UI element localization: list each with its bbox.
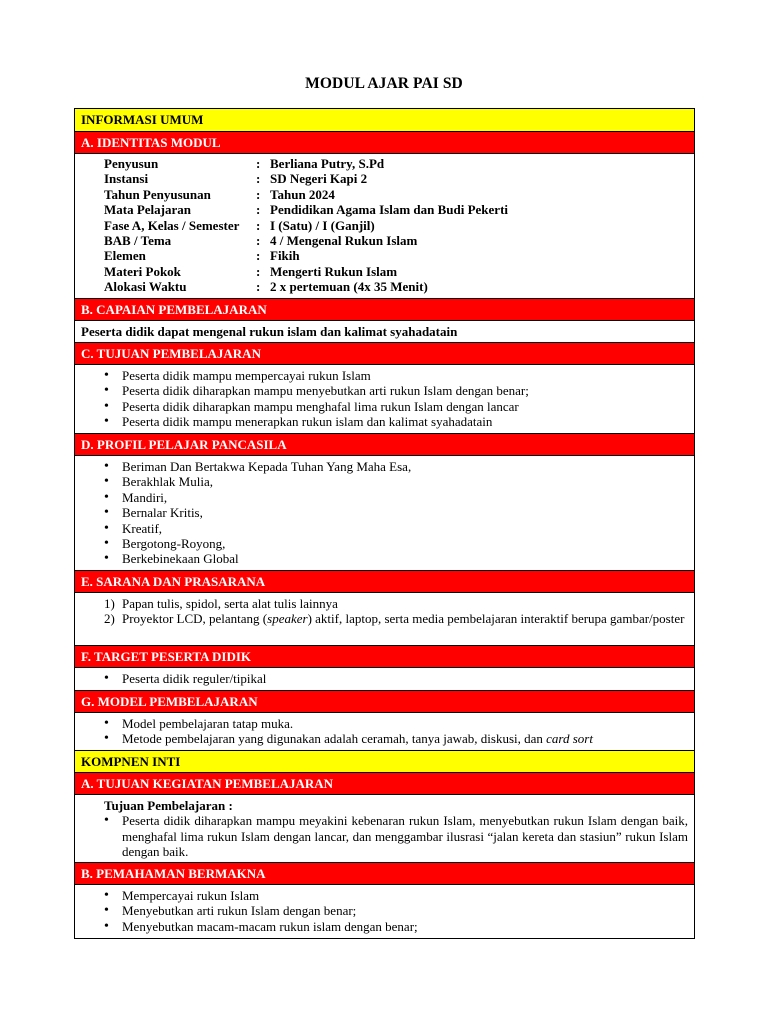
identitas-value: 4 / Mengenal Rukun Islam — [270, 232, 418, 248]
list-item: • Menyebutkan macam-macam rukun islam dengan benar; — [104, 919, 688, 934]
identitas-label: Tahun Penyusunan — [104, 186, 211, 202]
identitas-row — [104, 171, 694, 186]
list-number: 1) — [104, 596, 115, 611]
pemahaman-body — [75, 885, 694, 938]
list-item: • Berkebinekaan Global — [104, 551, 688, 566]
identitas-row — [104, 156, 694, 171]
identitas-label: Elemen — [104, 248, 146, 264]
identitas-value: Fikih — [270, 248, 300, 264]
list-item: • Metode pembelajaran yang digunakan adalah ceramah, tanya jawab, diskusi, dan card sort — [104, 731, 688, 746]
list-item: • Peserta didik mampu menerapkan rukun islam dan kalimat syahadatain — [104, 414, 688, 429]
identitas-value: I (Satu) / I (Ganjil) — [270, 217, 375, 233]
list-item: • Mempercayai rukun Islam — [104, 888, 688, 903]
identitas-value: Tahun 2024 — [270, 186, 335, 202]
pemahaman-list — [75, 885, 694, 937]
tujuan-kegiatan-list — [104, 813, 688, 859]
list-number: 2) — [104, 611, 115, 627]
section-target-peserta-didik: F. TARGET PESERTA DIDIK — [75, 646, 694, 668]
list-item: • Berakhlak Mulia, — [104, 474, 688, 489]
identitas-colon: : — [256, 171, 261, 187]
list-item: • Bergotong-Royong, — [104, 536, 688, 551]
identitas-rows — [104, 156, 694, 295]
list-item: • Peserta didik diharapkan mampu menyebutkan arti rukun Islam dengan benar; — [104, 383, 688, 398]
identitas-row — [104, 248, 694, 263]
identitas-label: Alokasi Waktu — [104, 279, 187, 295]
list-item: • Menyebutkan arti rukun Islam dengan benar; — [104, 903, 688, 918]
document-title: MODUL AJAR PAI SD — [305, 75, 463, 92]
target-body — [75, 668, 694, 691]
profil-body — [75, 456, 694, 571]
identitas-row — [104, 218, 694, 233]
identitas-label: BAB / Tema — [104, 232, 172, 248]
tujuan-body — [75, 365, 694, 434]
identitas-colon: : — [256, 232, 261, 248]
section-pemahaman-bermakna: B. PEMAHAMAN BERMAKNA — [75, 863, 694, 885]
section-sarana-prasarana: E. SARANA DAN PRASARANA — [75, 571, 694, 593]
identitas-label: Instansi — [104, 171, 149, 187]
modul-table — [74, 108, 695, 939]
target-list — [75, 668, 694, 689]
identitas-value: Pendidikan Agama Islam dan Budi Pekerti — [270, 202, 509, 218]
list-item: • Peserta didik diharapkan mampu menghafal lima rukun Islam dengan lancar — [104, 399, 688, 414]
identitas-row — [104, 187, 694, 202]
capaian-text: Peserta didik dapat mengenal rukun islam dan kalimat syahadatain — [75, 321, 694, 343]
section-komponen-inti: KOMPNEN INTI — [75, 751, 694, 773]
list-item: • Peserta didik mampu mempercayai rukun Islam — [104, 368, 688, 383]
identitas-colon: : — [256, 248, 261, 264]
list-item: • Peserta didik reguler/tipikal — [104, 671, 688, 686]
identitas-value: Mengerti Rukun Islam — [270, 263, 398, 279]
identitas-body — [75, 154, 694, 299]
section-profil-pelajar-pancasila: D. PROFIL PELAJAR PANCASILA — [75, 434, 694, 456]
tujuan-list — [75, 365, 694, 433]
identitas-label: Materi Pokok — [104, 263, 181, 279]
list-item: • Kreatif, — [104, 521, 688, 536]
identitas-colon: : — [256, 202, 261, 218]
model-body — [75, 713, 694, 751]
model-list — [75, 713, 694, 750]
identitas-label: Mata Pelajaran — [104, 202, 192, 218]
tujuan-kegiatan-subheading: Tujuan Pembelajaran : — [104, 798, 233, 813]
identitas-value: 2 x pertemuan (4x 35 Menit) — [270, 279, 428, 295]
identitas-label: Fase A, Kelas / Semester — [104, 217, 240, 233]
list-item: • Mandiri, — [104, 490, 688, 505]
identitas-colon: : — [256, 186, 261, 202]
list-item: • Bernalar Kritis, — [104, 505, 688, 520]
identitas-colon: : — [256, 279, 261, 295]
identitas-value: SD Negeri Kapi 2 — [270, 171, 368, 187]
section-tujuan-kegiatan: A. TUJUAN KEGIATAN PEMBELAJARAN — [75, 773, 694, 795]
section-model-pembelajaran: G. MODEL PEMBELAJARAN — [75, 691, 694, 713]
profil-list — [75, 456, 694, 570]
section-capaian-pembelajaran: B. CAPAIAN PEMBELAJARAN — [75, 299, 694, 321]
list-item: • Peserta didik diharapkan mampu meyakini kebenaran rukun Islam, menyebutkan rukun Islam dengan baik, menghafal lima rukun Islam dengan lancar, dan menggambar ilusrasi “jalan kereta dan stasiun” rukun Islam dengan baik. — [104, 813, 688, 859]
identitas-colon: : — [256, 156, 261, 171]
identitas-row — [104, 264, 694, 279]
section-tujuan-pembelajaran: C. TUJUAN PEMBELAJARAN — [75, 343, 694, 365]
list-item: • Model pembelajaran tatap muka. — [104, 716, 688, 731]
sarana-list — [75, 593, 694, 630]
list-item: 1) Papan tulis, spidol, serta alat tulis lainnya — [104, 596, 338, 611]
identitas-colon: : — [256, 263, 261, 279]
section-identitas-modul: A. IDENTITAS MODUL — [75, 132, 694, 154]
tujuan-kegiatan-body — [75, 795, 694, 863]
list-item: 2) Proyektor LCD, pelantang (speaker) aktif, laptop, serta media pembelajaran interaktif berupa gambar/poster — [104, 611, 685, 627]
sarana-body — [75, 593, 694, 646]
identitas-row — [104, 279, 694, 294]
section-informasi-umum: INFORMASI UMUM — [75, 109, 694, 132]
identitas-value: Berliana Putry, S.Pd — [270, 156, 385, 171]
identitas-row — [104, 202, 694, 217]
identitas-row — [104, 233, 694, 248]
identitas-label: Penyusun — [104, 156, 159, 171]
list-item: • Beriman Dan Bertakwa Kepada Tuhan Yang Maha Esa, — [104, 459, 688, 474]
identitas-colon: : — [256, 217, 261, 233]
